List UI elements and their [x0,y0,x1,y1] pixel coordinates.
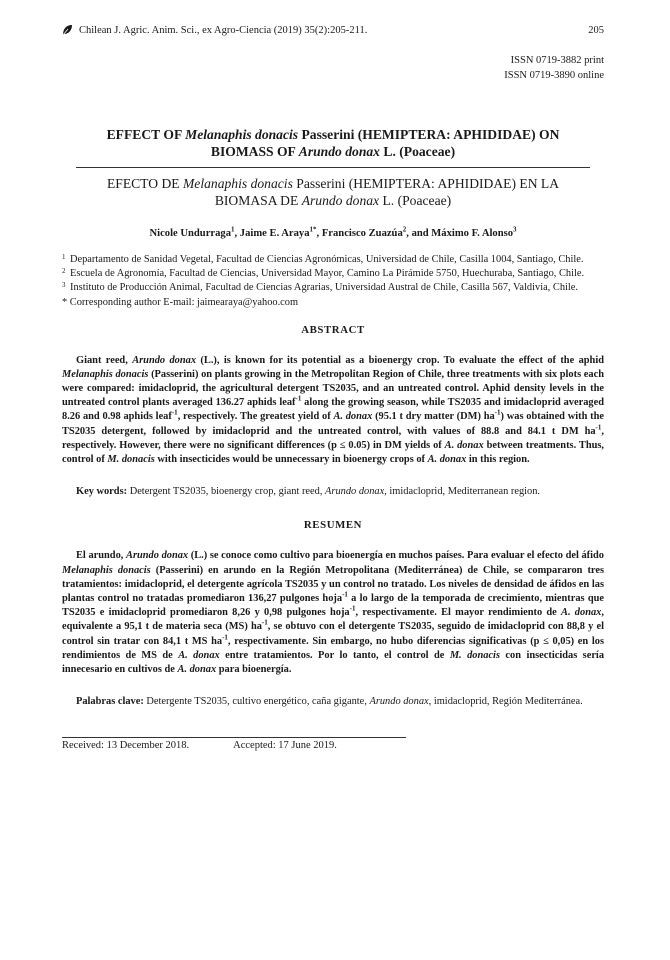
title-es-text: EFECTO DE [106,176,183,191]
resumen-species: A. donax [177,664,217,676]
footnote-divider [62,737,406,738]
journal-citation-text: Chilean J. Agric. Anim. Sci., ex Agro-Ciencia (2019) 35(2):205-211. [79,24,368,36]
author-sup: 1* [309,225,317,234]
article-page [62,24,604,751]
accepted-date: Accepted: 17 June 2019. [233,740,337,752]
abstract-heading: ABSTRACT [301,323,365,336]
abstract-sup: -1 [171,408,178,417]
abstract-sup: -1 [494,408,501,417]
resumen-sup: -1 [349,604,356,613]
title-en-species: Arundo donax [298,144,380,159]
abstract-body [62,354,604,468]
abstract-text: along the growing season, while TS2035 and imidacloprid averaged 8.26 and 0.98 aphids leaf [62,397,604,423]
affiliation-number: 2 [62,267,66,276]
resumen-sup: -1 [342,590,348,599]
abstract-species: M. donacis [107,454,155,466]
affiliation-item [62,253,604,267]
resumen-text: (Passerini) en arundo en la Región Metropolitana (Mediterránea) de Chile, se compararon tres tratamientos: imidacloprid, el detergente agrícola TS2035 y un control no tratado. Los niveles de densidad de áfidos en las plantas control no tratadas promediaron 136,27 pulgones hoja [62,564,604,605]
author-name: Nicole Undurraga [149,228,231,239]
keywords-label: Key words: [76,486,128,498]
abstract-species: Arundo donax [132,354,197,366]
issn-online: ISSN 0719-3890 online [504,70,604,81]
abstract-text: in this region. [466,454,530,466]
affiliation-number: 3 [62,281,66,290]
author-sep: , [316,228,322,239]
abstract-text: Giant reed, [76,354,133,366]
title-es-species: Melanaphis donacis [182,176,293,191]
page-number: 205 [588,24,604,36]
leaf-logo-icon [62,24,73,36]
abstract-species: Melanaphis donacis [62,368,149,380]
resumen-species: M. donacis [449,649,500,661]
abstract-species: A. donax [427,454,467,466]
palabras-text: , imidacloprid, Región Mediterránea. [428,696,583,708]
abstract-sup: -1 [595,423,602,432]
affiliation-text: Escuela de Agronomía, Facultad de Ciencias, Universidad Mayor, Camino La Pirámide 5750, Huechuraba, Santiago, Chile. [70,268,585,280]
affiliation-item [62,281,604,295]
resumen-text: , equivalente a 95,1 t de materia seca (MS) ha [62,607,604,633]
resumen-text: para bioenergía. [216,664,292,676]
resumen-text: El arundo, [76,550,127,562]
journal-citation [62,24,367,36]
resumen-body [62,549,604,677]
received-date: Received: 13 December 2018. [62,740,190,752]
author-name: Jaime E. Araya [239,228,310,239]
title-es-text: BIOMASA DE [214,193,302,208]
resumen-sup: -1 [222,633,228,642]
author-name: Máximo F. Alonso [431,228,514,239]
resumen-text: (L.) se conoce como cultivo para bioenergía en muchos países. Para evaluar el efecto del áfido [188,550,604,562]
abstract-sup: -1 [295,394,302,403]
keywords-text: , imidacloprid, Mediterranean region. [384,486,541,498]
abstract-text: , respectively. However, there were no significant differences (p ≤ 0.05) in DM yields of [62,425,604,451]
author-sep: , [234,228,240,239]
resumen-species: Melanaphis donacis [62,564,151,576]
palabras-label: Palabras clave: [76,696,144,708]
resumen-sup: -1 [261,618,268,627]
author-sup: 2 [402,225,407,234]
title-divider [76,167,590,168]
author-sup: 3 [513,225,517,234]
author-sup: 1 [231,225,235,234]
keywords [62,485,604,499]
corresponding-author: * Corresponding author E-mail: jaimearaya@yahoo.com [62,296,299,308]
resumen-species: A. donax [178,649,220,661]
title-es-text: L. (Poaceae) [379,193,452,208]
affiliations [62,253,604,310]
resumen-text: a lo largo de la temporada de crecimiento, mientras que TS2035 e imidacloprid promediaron 8,26 y 0,98 pulgones hoja [62,593,605,619]
title-es-text: Passerini (HEMIPTERA: APHIDIDAE) EN LA [292,176,560,191]
title-en-species: Melanaphis donacis [185,127,299,142]
resumen-text: con insecticidas sería innecesario en cultivos de [62,649,605,676]
title-en-text: BIOMASS OF [210,144,299,159]
palabras-clave [62,695,604,709]
issn-print: ISSN 0719-3882 print [510,55,604,66]
affiliation-item [62,267,604,281]
affiliation-text: Instituto de Producción Animal, Facultad de Ciencias Agrarias, Universidad Austral de Chile, Casilla 567, Valdivia, Chile. [70,282,578,294]
title-english [62,126,604,160]
issn-block [62,53,604,83]
abstract-species: A. donax [444,439,484,451]
resumen-text: entre tratamientos. Por lo tanto, el control de [219,649,450,661]
title-en-text: EFFECT OF [106,127,186,142]
dates-line [62,740,604,751]
resumen-species: A. donax [561,607,602,619]
resumen-species: Arundo donax [126,550,189,562]
running-header [62,24,604,36]
title-spanish [62,175,604,209]
affiliation-text: Departamento de Sanidad Vegetal, Facultad de Ciencias Agronómicas, Universidad de Chile, Casilla 1004, Santiago, Chile. [70,254,584,265]
title-es-species: Arundo donax [301,193,380,208]
title-en-text: Passerini (HEMIPTERA: APHIDIDAE) ON [298,127,560,142]
resumen-heading: RESUMEN [303,519,363,532]
author-name: Francisco Zuazúa [321,228,403,239]
resumen-text: , se obtuvo con el detergente TS2035, seguido de imidacloprid con 88,8 y el control sin tratar con 84,1 t MS ha [62,621,604,647]
resumen-text: , respectivamente. El mayor rendimiento de [355,607,562,619]
abstract-text: with insecticides would be unnecessary in bioenergy crops of [154,454,428,466]
abstract-text: between treatments. Thus, control of [62,439,605,466]
abstract-text: , respectively. The greatest yield of [177,411,334,423]
abstract-text: (Passerini) on plants growing in the Metropolitan Region of Chile, three treatments with six plots each were compared: imidacloprid, the agricultural detergent TS2035, and an untreated control. Aphid density levels in the untreated control plants averaged 136.27 aphids leaf [62,368,604,409]
resumen-text: , respectivamente. Sin embargo, no hubo diferencias significativas (p ≤ 0,05) en los rendimientos de MS de [62,635,604,661]
abstract-text: ) was obtained with the TS2035 detergent, followed by imidacloprid and the untreated control, with values of 88.8 and 84.1 t DM ha [62,411,604,437]
author-sep: , and [406,228,432,239]
author-list [62,225,604,239]
palabras-text: Detergente TS2035, cultivo energético, caña gigante, [143,696,370,708]
affiliation-number: 1 [62,253,66,261]
keywords-species: Arundo donax [325,486,385,498]
abstract-text: (L.), is known for its potential as a bioenergy crop. To evaluate the effect of the aphid [196,354,604,366]
keywords-text: Detergent TS2035, bioenergy crop, giant reed, [127,486,326,498]
title-en-text: L. (Poaceae) [379,144,456,159]
abstract-text: (95.1 t dry matter (DM) ha [372,411,495,423]
abstract-species: A. donax [333,411,373,423]
palabras-species: Arundo donax [369,696,429,708]
